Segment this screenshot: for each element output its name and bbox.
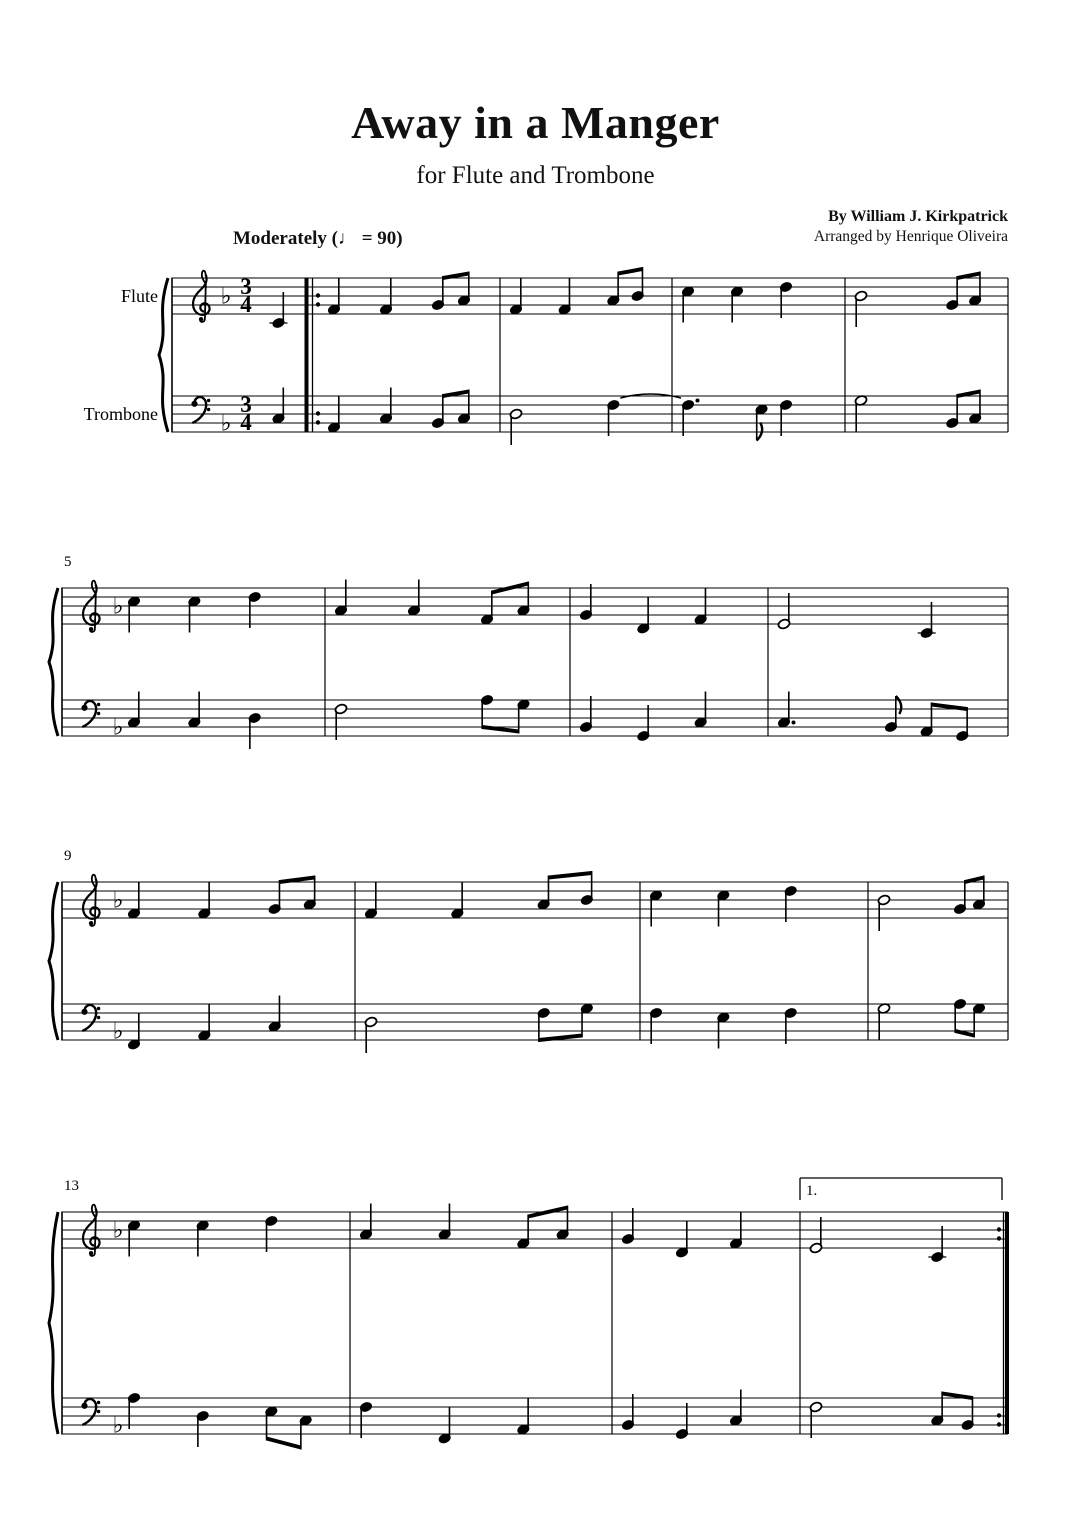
- measure-number: 13: [64, 1178, 79, 1194]
- eighth-flag: [896, 696, 901, 714]
- beam: [482, 725, 519, 734]
- time-sig-denominator: 4: [240, 410, 252, 435]
- beam: [539, 1034, 582, 1043]
- key-signature-flat: ♭: [112, 1217, 124, 1244]
- arranger-credit: Arranged by Henrique Oliveira: [813, 228, 1008, 245]
- composer-credit: By William J. Kirkpatrick: [828, 208, 1008, 225]
- page-title: Away in a Manger: [351, 97, 720, 148]
- tempo-marking: Moderately (♩ = 90): [233, 228, 403, 249]
- beam: [443, 272, 469, 281]
- augmentation-dot: [696, 399, 700, 403]
- beam: [957, 272, 980, 281]
- measure-number: 9: [64, 848, 72, 864]
- repeat-dot: [316, 293, 320, 297]
- key-signature-flat: ♭: [112, 1018, 124, 1045]
- time-sig-numerator: 3: [240, 392, 252, 417]
- measure-number: 5: [64, 554, 72, 570]
- instrument-label-flute: Flute: [120, 286, 158, 306]
- beam: [279, 876, 314, 885]
- key-signature-flat: ♭: [112, 593, 124, 620]
- beam: [955, 1029, 974, 1038]
- beam: [443, 390, 469, 399]
- key-signature-flat: ♭: [220, 283, 232, 310]
- system-brace: [49, 1212, 58, 1434]
- key-signature-flat: ♭: [220, 410, 232, 437]
- bass-clef-icon: [81, 701, 100, 727]
- beam: [618, 267, 642, 276]
- repeat-dot: [316, 302, 320, 306]
- repeat-dot: [316, 411, 320, 415]
- page-subtitle: for Flute and Trombone: [416, 162, 655, 189]
- time-sig-denominator: 4: [240, 292, 252, 317]
- augmentation-dot: [792, 721, 796, 725]
- repeat-dot: [316, 420, 320, 424]
- key-signature-flat: ♭: [112, 887, 124, 914]
- bass-clef-icon: [81, 1399, 100, 1425]
- repeat-dot: [997, 1236, 1001, 1240]
- beam: [931, 703, 967, 712]
- key-signature-flat: ♭: [112, 714, 124, 741]
- system-brace: [159, 278, 168, 432]
- beam: [965, 876, 984, 885]
- instrument-label-trombone: Trombone: [83, 404, 158, 424]
- ending-label: 1.: [806, 1183, 818, 1199]
- beam: [548, 871, 591, 880]
- beam: [942, 1392, 972, 1401]
- beam: [957, 390, 980, 399]
- system-brace: [49, 588, 58, 736]
- repeat-dot: [997, 1422, 1001, 1426]
- repeat-dot: [997, 1413, 1001, 1417]
- system-brace: [49, 882, 58, 1040]
- bass-clef-icon: [81, 1005, 100, 1031]
- beam: [267, 1437, 301, 1450]
- bass-clef-icon: [191, 397, 210, 423]
- time-sig-numerator: 3: [240, 274, 252, 299]
- repeat-dot: [997, 1227, 1001, 1231]
- key-signature-flat: ♭: [112, 1412, 124, 1439]
